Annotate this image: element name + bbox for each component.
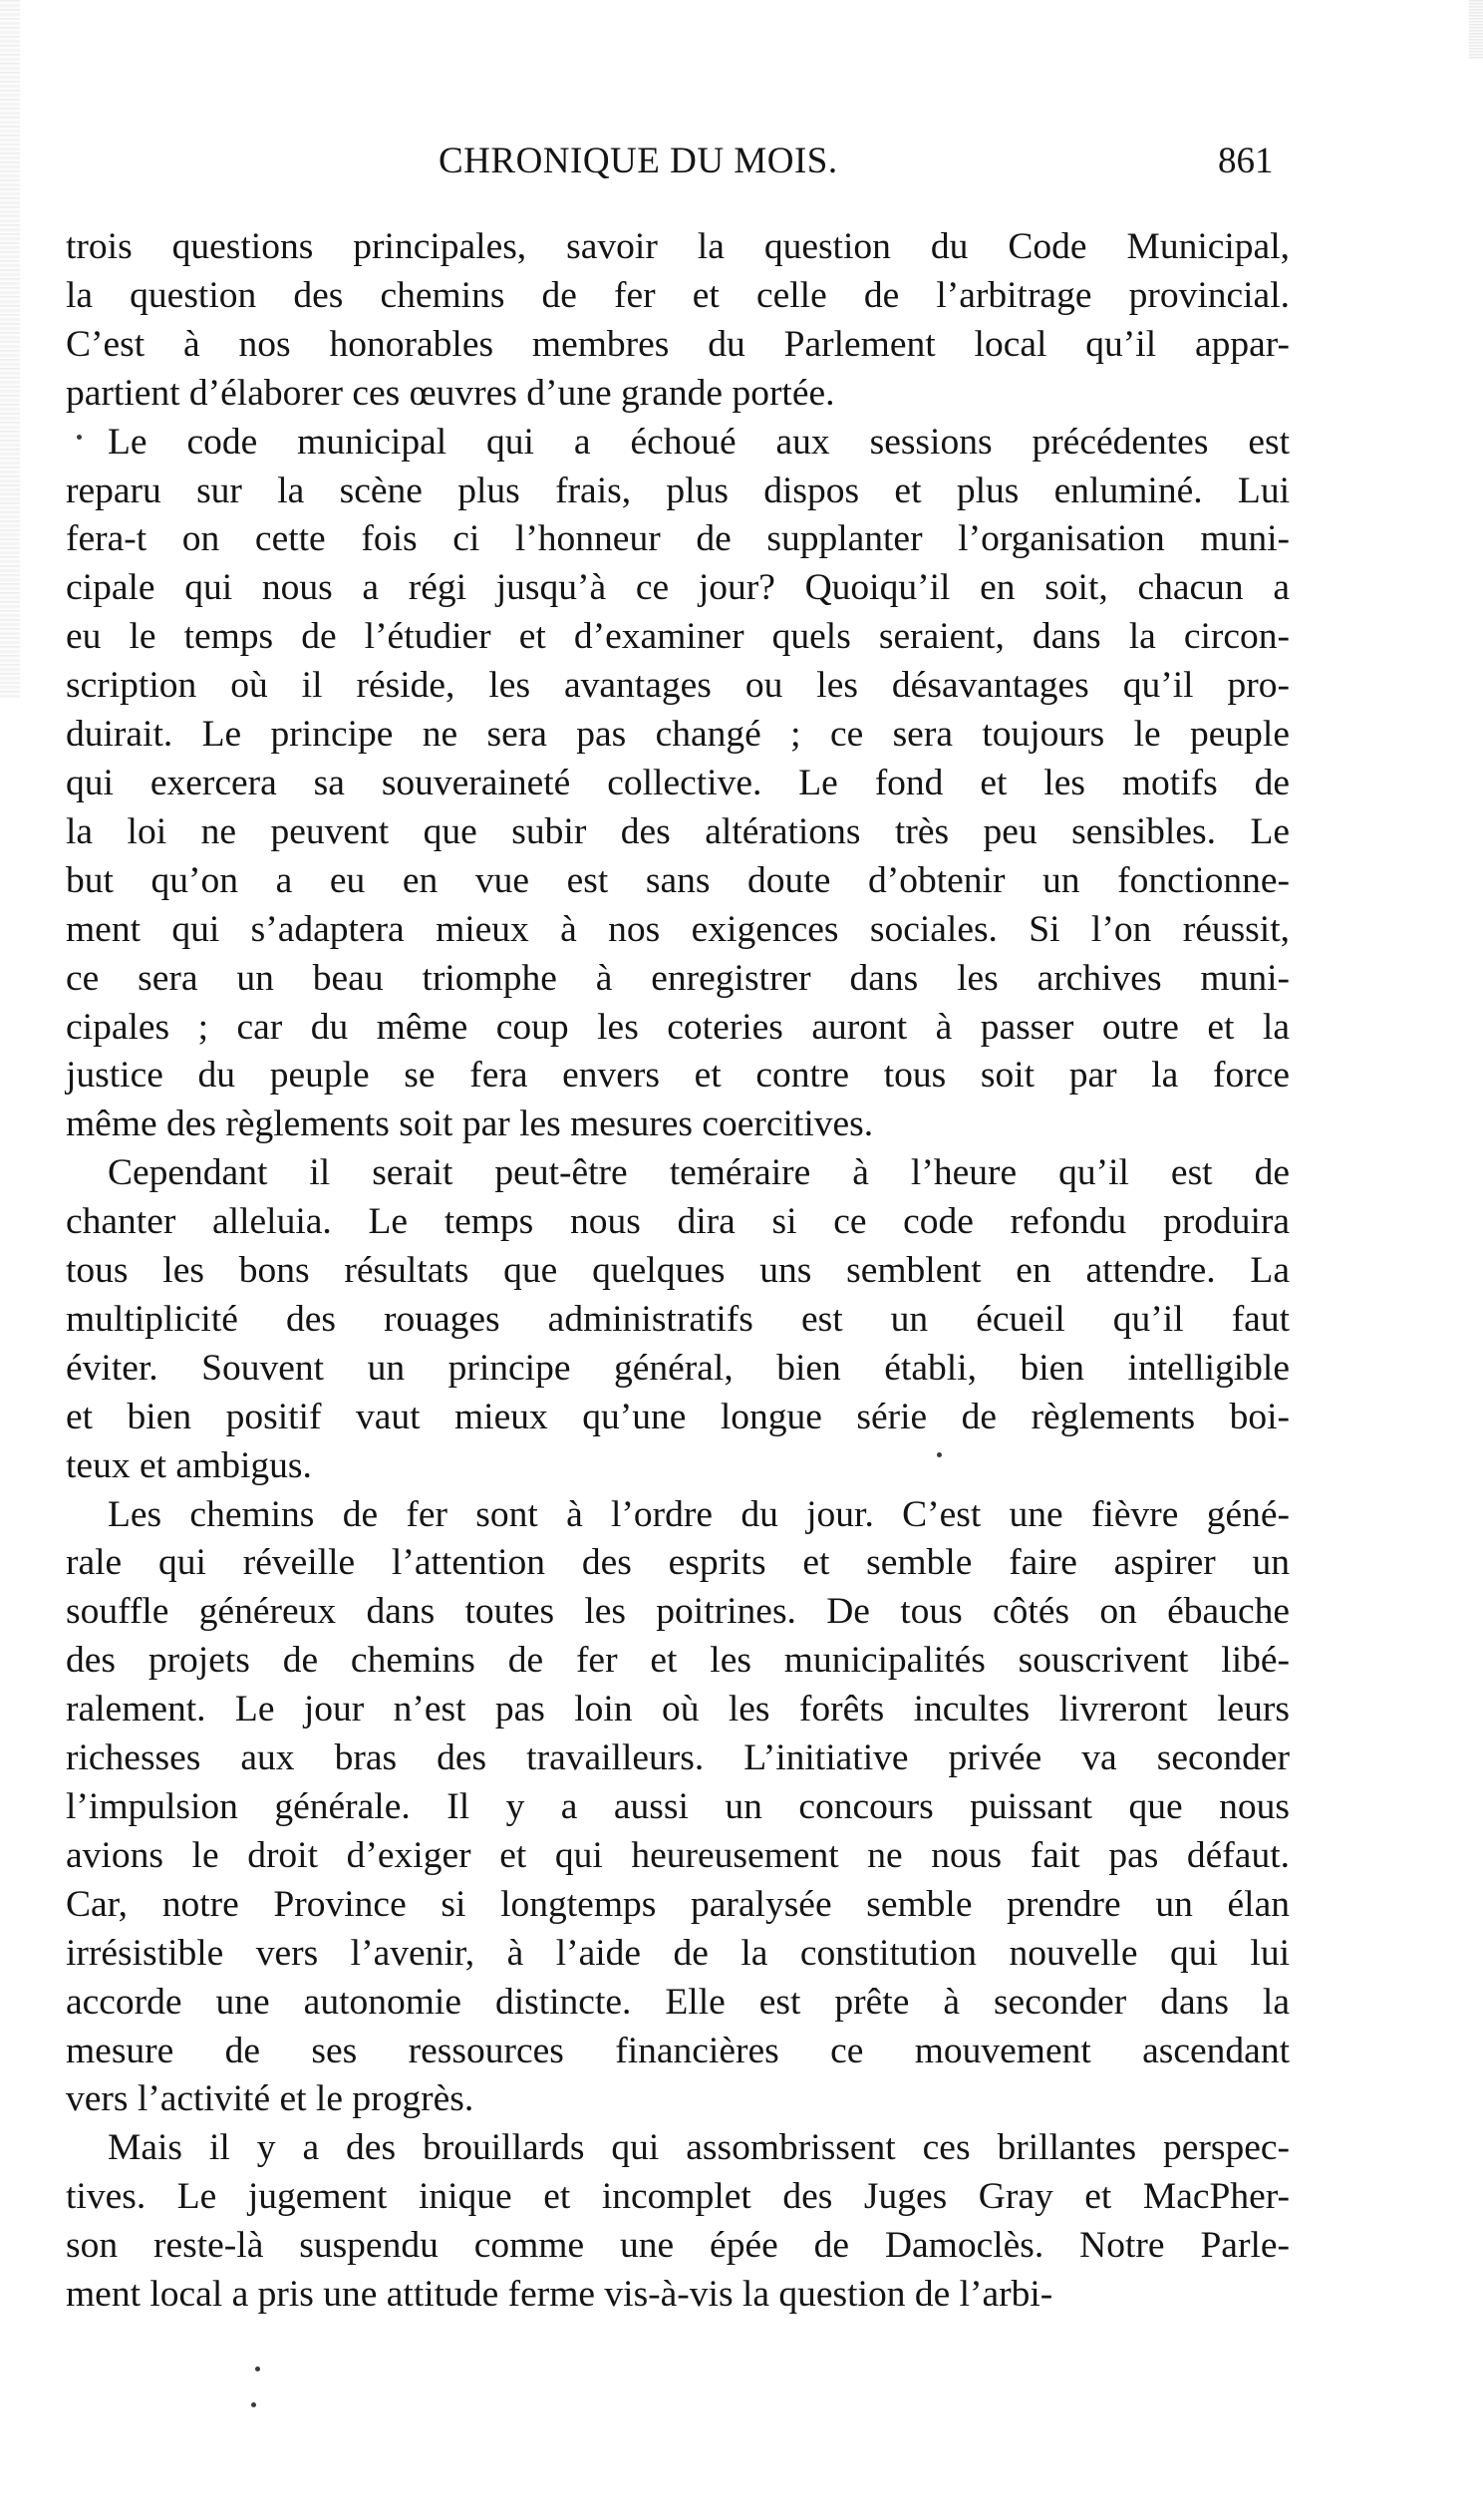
text-line: son reste-là suspendu comme une épée de Damoclès. Notre Parle- (66, 2225, 1290, 2267)
ink-speck (937, 1452, 942, 1457)
text-line: vers l’activité et le progrès. (66, 2078, 474, 2120)
text-line: teux et ambigus. (66, 1444, 312, 1486)
paragraph (66, 1491, 1290, 2125)
text-line: irrésistible vers l’avenir, à l’aide de la constitution nouvelle qui lui (66, 1932, 1290, 1974)
text-line: fera-t on cette fois ci l’honneur de supplanter l’organisation muni- (66, 518, 1290, 560)
text-line: C’est à nos honorables membres du Parlement local qu’il appar- (66, 323, 1290, 365)
text-line: reparu sur la scène plus frais, plus dispos et plus enluminé. Lui (66, 470, 1290, 511)
text-line: des projets de chemins de fer et les municipalités souscrivent libé- (66, 1640, 1290, 1682)
text-line: souffle généreux dans toutes les poitrines. De tous côtés on ébauche (66, 1591, 1290, 1633)
text-line: ralement. Le jour n’est pas loin où les forêts incultes livreront leurs (66, 1689, 1290, 1731)
text-line: Le code municipal qui a échoué aux sessions précédentes est (108, 421, 1290, 463)
text-line: scription où il réside, les avantages ou les désavantages qu’il pro- (66, 665, 1290, 707)
paragraph (66, 2124, 1290, 2320)
text-line: Car, notre Province si longtemps paralysée semble prendre un élan (66, 1883, 1290, 1925)
text-line: la question des chemins de fer et celle de l’arbitrage provincial. (66, 274, 1290, 316)
text-line: ce sera un beau triomphe à enregistrer dans les archives muni- (66, 957, 1290, 999)
text-line: richesses aux bras des travailleurs. L’initiative privée va seconder (66, 1737, 1290, 1779)
text-line: tous les bons résultats que quelques uns semblent en attendre. La (66, 1250, 1290, 1292)
running-title: CHRONIQUE DU MOIS. (439, 141, 838, 181)
text-line: éviter. Souvent un principe général, bien établi, bien intelligible (66, 1347, 1290, 1389)
text-line: ment qui s’adaptera mieux à nos exigences sociales. Si l’on réussit, (66, 908, 1290, 950)
text-line: chanter alleluia. Le temps nous dira si ce code refondu produira (66, 1201, 1290, 1243)
text-line: cipale qui nous a régi jusqu’à ce jour? Quoiqu’il en soit, chacun a (66, 567, 1290, 609)
text-line: cipales ; car du même coup les coteries auront à passer outre et la (66, 1006, 1290, 1048)
scan-edge-noise (0, 0, 20, 698)
text-line: partient d’élaborer ces œuvres d’une grande portée. (66, 372, 835, 414)
ink-speck (77, 435, 82, 440)
ink-speck (255, 2366, 260, 2371)
text-line: la loi ne peuvent que subir des altérations très peu sensibles. Le (66, 810, 1290, 852)
scan-edge-noise-right (1469, 0, 1483, 60)
text-line: justice du peuple se fera envers et contre tous soit par la force (66, 1055, 1290, 1097)
text-line: Mais il y a des brouillards qui assombrissent ces brillantes perspec- (108, 2127, 1290, 2169)
text-line: multiplicité des rouages administratifs est un écueil qu’il faut (66, 1298, 1290, 1340)
text-line: Les chemins de fer sont à l’ordre du jour. C’est une fièvre géné- (108, 1493, 1290, 1535)
text-line: rale qui réveille l’attention des esprits et semble faire aspirer un (66, 1542, 1290, 1584)
text-line: mesure de ses ressources financières ce mouvement ascendant (66, 2030, 1290, 2071)
text-line: trois questions principales, savoir la question du Code Municipal, (66, 226, 1290, 267)
text-line: et bien positif vaut mieux qu’une longue série de règlements boi- (66, 1396, 1290, 1437)
text-line: tives. Le jugement inique et incomplet des Juges Gray et MacPher- (66, 2176, 1290, 2218)
text-line: eu le temps de l’étudier et d’examiner quels seraient, dans la circon- (66, 616, 1290, 658)
text-line: accorde une autonomie distincte. Elle est prête à seconder dans la (66, 1981, 1290, 2023)
text-line: duirait. Le principe ne sera pas changé ; ce sera toujours le peuple (66, 714, 1290, 756)
page-number: 861 (1218, 141, 1274, 181)
text-line: ment local a pris une attitude ferme vis-à-vis la question de l’arbi- (66, 2274, 1053, 2316)
text-line: but qu’on a eu en vue est sans doute d’obtenir un fonctionne- (66, 859, 1290, 901)
text-line: l’impulsion générale. Il y a aussi un concours puissant que nous (66, 1786, 1290, 1827)
text-line: qui exercera sa souveraineté collective. Le fond et les motifs de (66, 762, 1290, 803)
body-text (66, 223, 1290, 2320)
text-line: Cependant il serait peut-être teméraire à l’heure qu’il est de (108, 1152, 1290, 1194)
paragraph (66, 223, 1290, 419)
text-line: même des règlements soit par les mesures coercitives. (66, 1103, 874, 1145)
paragraph (66, 1149, 1290, 1490)
text-line: avions le droit d’exiger et qui heureusement ne nous fait pas défaut. (66, 1834, 1290, 1876)
ink-speck (251, 2402, 256, 2407)
paragraph (66, 419, 1290, 1150)
page-header (0, 140, 1483, 199)
